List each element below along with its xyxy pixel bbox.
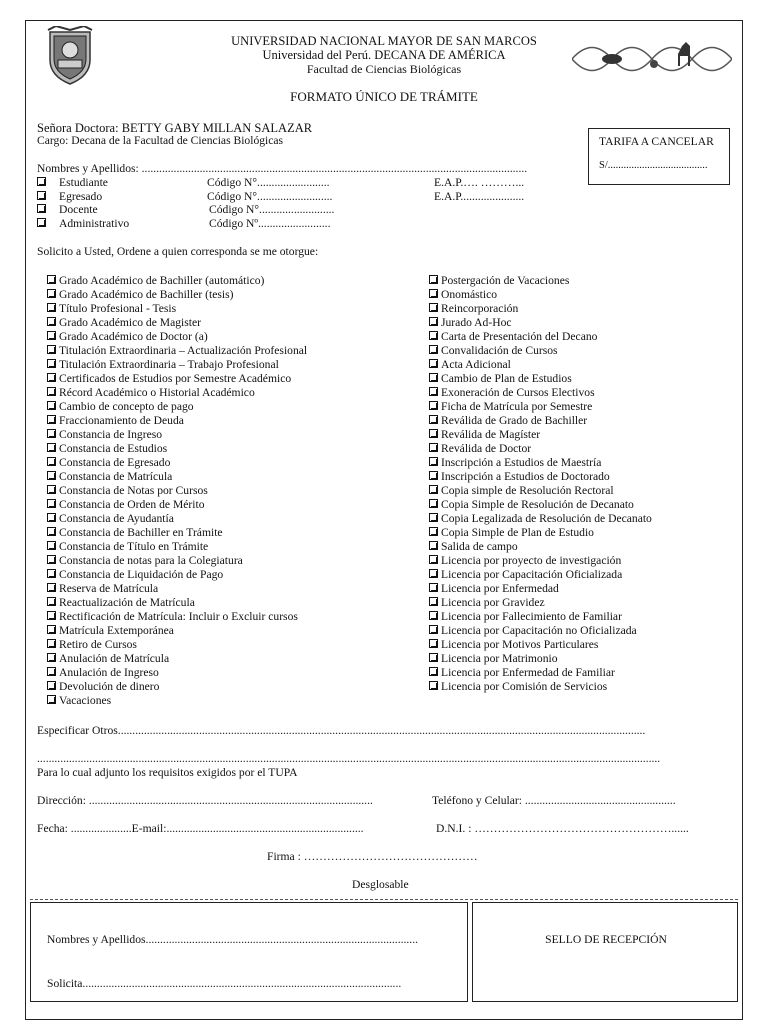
- especificar-otros-field[interactable]: Especificar Otros......................................................................................................................................................................................: [37, 724, 646, 737]
- role-label: Egresado: [59, 189, 103, 203]
- sello-label: SELLO DE RECEPCIÓN: [545, 933, 667, 946]
- checkbox[interactable]: [47, 569, 56, 578]
- request-option[interactable]: [429, 302, 518, 316]
- checkbox[interactable]: [429, 499, 438, 508]
- checkbox[interactable]: [429, 359, 438, 368]
- checkbox[interactable]: [47, 597, 56, 606]
- checkbox[interactable]: [429, 331, 438, 340]
- option-label: Récord Académico o Historial Académico: [59, 386, 255, 399]
- request-option[interactable]: [47, 582, 158, 596]
- codigo-field[interactable]: Código N°.........................: [207, 176, 330, 189]
- option-label: Licencia por Matrimonio: [441, 652, 558, 665]
- request-option[interactable]: [429, 666, 615, 680]
- checkbox[interactable]: [47, 443, 56, 452]
- request-option[interactable]: [429, 456, 601, 470]
- request-option[interactable]: [429, 596, 545, 610]
- checkbox[interactable]: [429, 513, 438, 522]
- option-label: Ficha de Matrícula por Semestre: [441, 400, 593, 413]
- request-option[interactable]: [429, 652, 558, 666]
- request-option[interactable]: [429, 624, 637, 638]
- option-label: Licencia por proyecto de investigación: [441, 554, 622, 567]
- request-option[interactable]: [429, 470, 610, 484]
- firma-field[interactable]: Firma : ………………………………………: [267, 850, 478, 863]
- checkbox[interactable]: [429, 611, 438, 620]
- option-label: Constancia de Liquidación de Pago: [59, 568, 224, 581]
- option-label: Rectificación de Matrícula: Incluir o Excluir cursos: [59, 610, 298, 623]
- option-label: Fraccionamiento de Deuda: [59, 414, 184, 427]
- request-option[interactable]: [47, 344, 307, 358]
- tupa-note: Para lo cual adjunto los requisitos exigidos por el TUPA: [37, 766, 298, 779]
- option-label: Grado Académico de Doctor (a): [59, 330, 208, 343]
- option-label: Reserva de Matrícula: [59, 582, 159, 595]
- option-label: Titulación Extraordinaria – Actualización Profesional: [59, 344, 308, 357]
- checkbox[interactable]: [429, 625, 438, 634]
- checkbox[interactable]: [429, 555, 438, 564]
- request-option[interactable]: [47, 540, 208, 554]
- checkbox[interactable]: [429, 345, 438, 354]
- option-label: Título Profesional - Tesis: [59, 302, 177, 315]
- checkbox[interactable]: [47, 639, 56, 648]
- request-option[interactable]: [47, 638, 137, 652]
- option-label: Grado Académico de Magister: [59, 316, 201, 329]
- request-option[interactable]: [47, 554, 243, 568]
- role-label: Estudiante: [59, 176, 108, 189]
- checkbox[interactable]: [47, 401, 56, 410]
- request-option[interactable]: [47, 400, 194, 414]
- option-label: Carta de Presentación del Decano: [441, 330, 598, 343]
- request-option[interactable]: [429, 610, 622, 624]
- request-option[interactable]: [47, 414, 184, 428]
- tarifa-amount-field[interactable]: S/......................................: [599, 160, 708, 171]
- request-option[interactable]: [47, 330, 208, 344]
- request-option[interactable]: [429, 330, 597, 344]
- checkbox[interactable]: [429, 667, 438, 676]
- option-label: Licencia por Enfermedad de Familiar: [441, 666, 615, 679]
- option-label: Inscripción a Estudios de Doctorado: [441, 470, 610, 483]
- checkbox[interactable]: [47, 415, 56, 424]
- university-name: UNIVERSIDAD NACIONAL MAYOR DE SAN MARCOS: [231, 34, 537, 48]
- option-label: Copia Simple de Resolución de Decanato: [441, 498, 634, 511]
- checkbox[interactable]: [47, 583, 56, 592]
- request-option[interactable]: [429, 568, 622, 582]
- request-option[interactable]: [47, 624, 174, 638]
- option-label: Inscripción a Estudios de Maestría: [441, 456, 602, 469]
- option-label: Licencia por Comisión de Servicios: [441, 680, 608, 693]
- checkbox[interactable]: [47, 331, 56, 340]
- option-label: Matrícula Extemporánea: [59, 624, 174, 637]
- option-label: Anulación de Matrícula: [59, 652, 170, 665]
- direccion-field[interactable]: Dirección: ..................................................................................................: [37, 794, 373, 807]
- option-label: Retiro de Cursos: [59, 638, 137, 651]
- request-line: Solicito a Usted, Ordene a quien corresponda se me otorgue:: [37, 245, 319, 258]
- request-option[interactable]: [429, 358, 511, 372]
- checkbox[interactable]: [429, 653, 438, 662]
- checkbox[interactable]: [47, 457, 56, 466]
- request-option[interactable]: [47, 596, 195, 610]
- request-option[interactable]: [429, 498, 634, 512]
- checkbox[interactable]: [47, 345, 56, 354]
- option-label: Constancia de Matrícula: [59, 470, 173, 483]
- checkbox[interactable]: [429, 527, 438, 536]
- checkbox[interactable]: [429, 415, 438, 424]
- checkbox[interactable]: [429, 443, 438, 452]
- checkbox[interactable]: [37, 218, 46, 227]
- role-label: Administrativo: [59, 216, 130, 230]
- checkbox[interactable]: [47, 485, 56, 494]
- tarifa-box: [588, 128, 730, 185]
- option-label: Constancia de Ingreso: [59, 428, 163, 441]
- checkbox[interactable]: [37, 191, 46, 200]
- stub-names-field[interactable]: Nombres y Apellidos..............................................................................................: [47, 933, 418, 946]
- university-crest-icon: [44, 26, 96, 86]
- role-option[interactable]: [37, 189, 103, 204]
- stub-box: [30, 902, 468, 1002]
- request-option[interactable]: [47, 526, 223, 540]
- option-label: Devolución de dinero: [59, 680, 160, 693]
- request-option[interactable]: [429, 344, 558, 358]
- option-label: Licencia por Capacitación no Oficializada: [441, 624, 637, 637]
- sello-box: [472, 902, 738, 1002]
- option-label: Constancia de Ayudantía: [59, 512, 174, 525]
- form-title: FORMATO ÚNICO DE TRÁMITE: [290, 89, 478, 104]
- request-option[interactable]: [47, 288, 233, 302]
- option-label: Convalidación de Cursos: [441, 344, 558, 357]
- request-option[interactable]: [429, 400, 592, 414]
- option-label: Copia simple de Resolución Rectoral: [441, 484, 614, 497]
- option-label: Licencia por Motivos Particulares: [441, 638, 599, 651]
- request-option[interactable]: [47, 316, 201, 330]
- request-option[interactable]: [47, 456, 170, 470]
- request-option[interactable]: [429, 428, 540, 442]
- names-field[interactable]: Nombres y Apellidos: .....................................................................................................................................: [37, 162, 528, 175]
- option-label: Licencia por Gravidez: [441, 596, 545, 609]
- desglosable-label: Desglosable: [352, 878, 409, 891]
- checkbox[interactable]: [47, 387, 56, 396]
- option-label: Constancia de Bachiller en Trámite: [59, 526, 223, 539]
- eap-field[interactable]: E.A.P......................: [434, 189, 525, 203]
- checkbox[interactable]: [47, 429, 56, 438]
- checkbox[interactable]: [429, 275, 438, 284]
- request-option[interactable]: [47, 428, 162, 442]
- request-option[interactable]: [47, 498, 205, 512]
- option-label: Licencia por Fallecimiento de Familiar: [441, 610, 622, 623]
- checkbox[interactable]: [429, 541, 438, 550]
- checkbox[interactable]: [429, 373, 438, 382]
- checkbox[interactable]: [47, 611, 56, 620]
- request-option[interactable]: [429, 554, 621, 568]
- checkbox[interactable]: [47, 695, 56, 704]
- request-option[interactable]: [47, 274, 264, 288]
- cut-line: [30, 899, 738, 900]
- checkbox[interactable]: [429, 317, 438, 326]
- request-option[interactable]: [429, 442, 531, 456]
- request-option[interactable]: [429, 316, 512, 330]
- option-label: Cambio de Plan de Estudios: [441, 372, 572, 385]
- checkbox[interactable]: [47, 625, 56, 634]
- checkbox[interactable]: [37, 177, 46, 186]
- request-option[interactable]: [47, 652, 169, 666]
- option-label: Reactualización de Matrícula: [59, 596, 195, 609]
- option-label: Exoneración de Cursos Electivos: [441, 386, 595, 399]
- request-option[interactable]: [47, 442, 167, 456]
- codigo-field[interactable]: Código Nº.........................: [209, 216, 331, 230]
- option-label: Copia Simple de Plan de Estudio: [441, 526, 594, 539]
- option-label: Copia Legalizada de Resolución de Decanato: [441, 512, 652, 525]
- option-label: Reincorporación: [441, 302, 519, 315]
- checkbox[interactable]: [37, 204, 46, 213]
- checkbox[interactable]: [429, 289, 438, 298]
- option-label: Constancia de Egresado: [59, 456, 171, 469]
- request-option[interactable]: [429, 484, 614, 498]
- codigo-field[interactable]: Código N°..........................: [207, 189, 333, 203]
- checkbox[interactable]: [47, 541, 56, 550]
- option-label: Reválida de Magíster: [441, 428, 541, 441]
- recipient-position: Cargo: Decana de la Facultad de Ciencias Biológicas: [37, 134, 284, 147]
- stub-solicita-field[interactable]: Solicita..............................................................................................................: [47, 977, 402, 990]
- option-label: Certificados de Estudios por Semestre Académico: [59, 372, 292, 385]
- role-option[interactable]: [37, 203, 98, 217]
- option-label: Anulación de Ingreso: [59, 666, 159, 679]
- request-option[interactable]: [47, 512, 174, 526]
- request-option[interactable]: [47, 372, 291, 386]
- option-label: Titulación Extraordinaria – Trabajo Profesional: [59, 358, 279, 371]
- checkbox[interactable]: [429, 429, 438, 438]
- option-label: Constancia de Estudios: [59, 442, 168, 455]
- request-option[interactable]: [47, 470, 172, 484]
- request-option[interactable]: [429, 512, 652, 526]
- checkbox[interactable]: [47, 289, 56, 298]
- checkbox[interactable]: [47, 555, 56, 564]
- request-option[interactable]: [47, 484, 208, 498]
- checkbox[interactable]: [47, 513, 56, 522]
- option-label: Salida de campo: [441, 540, 518, 553]
- university-subtitle: Universidad del Perú. DECANA DE AMÉRICA: [262, 48, 506, 62]
- checkbox[interactable]: [429, 303, 438, 312]
- checkbox[interactable]: [47, 499, 56, 508]
- checkbox[interactable]: [429, 457, 438, 466]
- recipient-name: Señora Doctora: BETTY GABY MILLAN SALAZAR: [37, 121, 313, 135]
- option-label: Constancia de Notas por Cursos: [59, 484, 208, 497]
- option-label: Postergación de Vacaciones: [441, 274, 570, 287]
- faculty-name: Facultad de Ciencias Biológicas: [306, 62, 462, 76]
- request-option[interactable]: [429, 386, 595, 400]
- checkbox[interactable]: [429, 401, 438, 410]
- telefono-field[interactable]: Teléfono y Celular: ....................................................: [432, 794, 676, 807]
- checkbox[interactable]: [429, 387, 438, 396]
- checkbox[interactable]: [47, 681, 56, 690]
- option-label: Jurado Ad-Hoc: [441, 316, 512, 329]
- request-option[interactable]: [47, 680, 159, 694]
- request-option[interactable]: [429, 288, 497, 302]
- checkbox[interactable]: [429, 583, 438, 592]
- codigo-field[interactable]: Código N°..........................: [209, 203, 335, 216]
- checkbox[interactable]: [47, 373, 56, 382]
- request-option[interactable]: [47, 358, 279, 372]
- option-label: Grado Académico de Bachiller (automático): [59, 274, 265, 287]
- otros-continuation-field[interactable]: .......................................................................................................................................................................................................................: [37, 752, 661, 765]
- request-option[interactable]: [47, 568, 223, 582]
- checkbox[interactable]: [429, 681, 438, 690]
- role-label: Docente: [59, 203, 98, 216]
- option-label: Constancia de notas para la Colegiatura: [59, 554, 243, 567]
- request-option[interactable]: [429, 372, 572, 386]
- option-label: Cambio de concepto de pago: [59, 400, 194, 413]
- request-option[interactable]: [429, 540, 518, 554]
- checkbox[interactable]: [429, 639, 438, 648]
- checkbox[interactable]: [47, 275, 56, 284]
- role-option[interactable]: [37, 216, 130, 231]
- checkbox[interactable]: [47, 471, 56, 480]
- request-option[interactable]: [47, 694, 111, 708]
- request-option[interactable]: [429, 638, 598, 652]
- dni-field[interactable]: D.N.I. : ……………………………………………......: [436, 822, 689, 835]
- request-option[interactable]: [429, 274, 569, 288]
- option-label: Reválida de Grado de Bachiller: [441, 414, 588, 427]
- option-label: Licencia por Enfermedad: [441, 582, 559, 595]
- checkbox[interactable]: [47, 303, 56, 312]
- checkbox[interactable]: [429, 485, 438, 494]
- request-option[interactable]: [429, 526, 594, 540]
- checkbox[interactable]: [429, 569, 438, 578]
- request-option[interactable]: [47, 610, 298, 624]
- option-label: Licencia por Capacitación Oficializada: [441, 568, 623, 581]
- request-option[interactable]: [429, 680, 607, 694]
- checkbox[interactable]: [429, 471, 438, 480]
- checkbox[interactable]: [47, 527, 56, 536]
- request-option[interactable]: [429, 582, 559, 596]
- option-label: Constancia de Orden de Mérito: [59, 498, 205, 511]
- checkbox[interactable]: [47, 667, 56, 676]
- option-label: Grado Académico de Bachiller (tesis): [59, 288, 234, 301]
- request-option[interactable]: [429, 414, 587, 428]
- tarifa-title: TARIFA A CANCELAR: [599, 135, 714, 148]
- option-label: Vacaciones: [59, 694, 112, 707]
- request-option[interactable]: [47, 302, 176, 316]
- checkbox[interactable]: [47, 317, 56, 326]
- request-option[interactable]: [47, 386, 255, 400]
- option-label: Acta Adicional: [441, 358, 511, 371]
- option-label: Constancia de Título en Trámite: [59, 540, 209, 553]
- checkbox[interactable]: [429, 597, 438, 606]
- checkbox[interactable]: [47, 359, 56, 368]
- fecha-email-field[interactable]: Fecha: .....................E-mail:....................................................................: [37, 822, 364, 835]
- role-option[interactable]: [37, 176, 108, 190]
- option-label: Reválida de Doctor: [441, 442, 532, 455]
- checkbox[interactable]: [47, 653, 56, 662]
- request-option[interactable]: [47, 666, 159, 680]
- option-label: Onomástico: [441, 288, 498, 301]
- eap-field[interactable]: E.A.P.…. ………...: [434, 176, 525, 189]
